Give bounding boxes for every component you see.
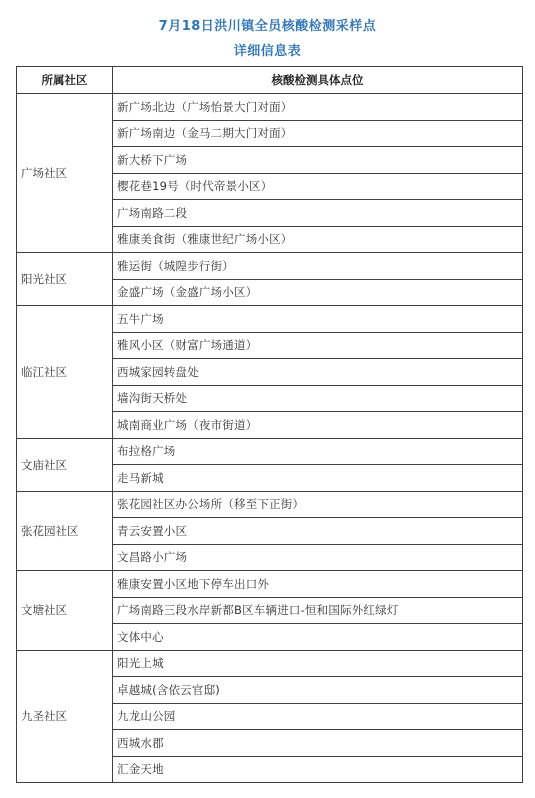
site-cell: 雅运街（城隍步行街） xyxy=(113,253,523,280)
sampling-sites-table xyxy=(16,66,523,783)
table-row xyxy=(17,94,523,121)
site-cell: 雅康美食街（雅康世纪广场小区） xyxy=(113,226,523,253)
site-cell: 广场南路二段 xyxy=(113,200,523,227)
table-body xyxy=(17,94,523,783)
site-cell: 阳光上城 xyxy=(113,650,523,677)
table-row xyxy=(17,571,523,598)
site-cell: 新广场南边（金马二期大门对面） xyxy=(113,120,523,147)
site-cell: 城南商业广场（夜市街道） xyxy=(113,412,523,439)
table-row xyxy=(17,650,523,677)
site-cell: 文昌路小广场 xyxy=(113,544,523,571)
site-cell: 广场南路三段水岸新都B区车辆进口-恒和国际外红绿灯 xyxy=(113,597,523,624)
community-cell: 临江社区 xyxy=(17,306,113,439)
community-cell: 文塘社区 xyxy=(17,571,113,651)
site-cell: 青云安置小区 xyxy=(113,518,523,545)
site-cell: 雅风小区（财富广场通道） xyxy=(113,332,523,359)
table-row xyxy=(17,306,523,333)
site-cell: 新大桥下广场 xyxy=(113,147,523,174)
community-cell: 文庙社区 xyxy=(17,438,113,491)
table-row xyxy=(17,438,523,465)
table-header-row xyxy=(17,67,523,94)
site-cell: 走马新城 xyxy=(113,465,523,492)
community-cell: 广场社区 xyxy=(17,94,113,253)
page-subtitle: 详细信息表 xyxy=(233,44,302,59)
site-cell: 西城家园转盘处 xyxy=(113,359,523,386)
table-row xyxy=(17,253,523,280)
site-cell: 墙沟街天桥处 xyxy=(113,385,523,412)
column-header-community: 所属社区 xyxy=(17,67,113,94)
site-cell: 樱花巷19号（时代帝景小区） xyxy=(113,173,523,200)
community-cell: 阳光社区 xyxy=(17,253,113,306)
site-cell: 卓越城(含依云官邸) xyxy=(113,677,523,704)
site-cell: 九龙山公园 xyxy=(113,703,523,730)
site-cell: 金盛广场（金盛广场小区） xyxy=(113,279,523,306)
community-cell: 张花园社区 xyxy=(17,491,113,571)
site-cell: 布拉格广场 xyxy=(113,438,523,465)
site-cell: 雅康安置小区地下停车出口外 xyxy=(113,571,523,598)
column-header-site: 核酸检测具体点位 xyxy=(113,67,523,94)
site-cell: 汇金天地 xyxy=(113,756,523,783)
table-row xyxy=(17,491,523,518)
site-cell: 五牛广场 xyxy=(113,306,523,333)
site-cell: 新广场北边（广场怡景大门对面） xyxy=(113,94,523,121)
page-title: 7月18日洪川镇全员核酸检测采样点 xyxy=(158,19,377,34)
community-cell: 九圣社区 xyxy=(17,650,113,783)
site-cell: 西城水郡 xyxy=(113,730,523,757)
site-cell: 张花园社区办公场所（移至下正街） xyxy=(113,491,523,518)
site-cell: 文体中心 xyxy=(113,624,523,651)
